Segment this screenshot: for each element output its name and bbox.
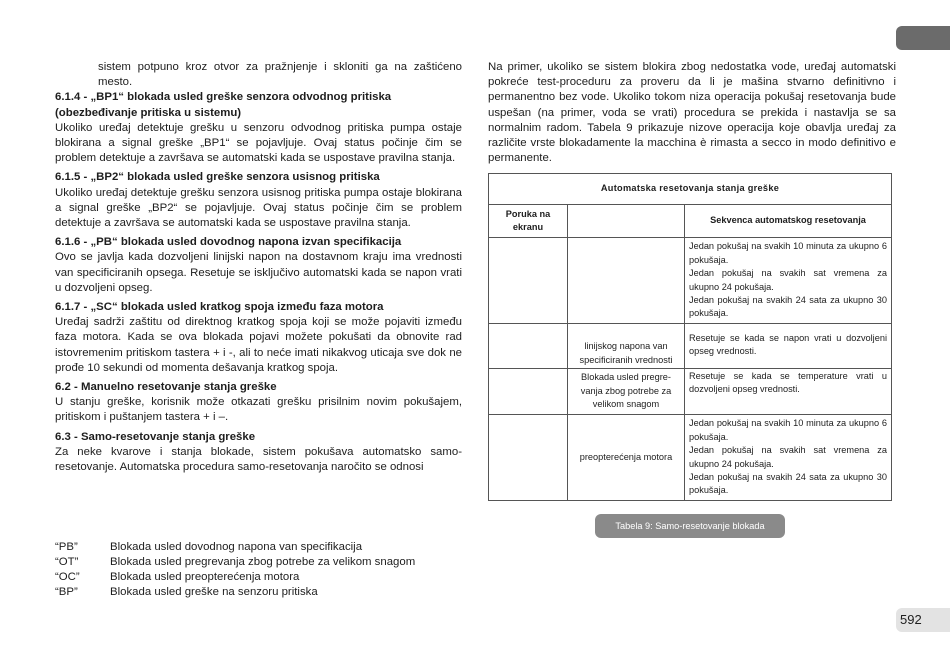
table-cell-description: Blokada usled pregre-vanja zbog potrebe za velikom snagom <box>568 369 685 415</box>
table-cell-sequence <box>685 415 892 501</box>
sequence-line: Jedan pokušaj na svakih 10 minuta za ukupno 6 pokušaja. <box>689 418 887 442</box>
abbreviation-desc: Blokada usled pregrevanja zbog potrebe za velikom snagom <box>110 556 416 568</box>
section-body-6-2: U stanju greške, korisnik može otkazati grešku prisilnim novim pokušajem, pritiskom i puštanjem tastera + i –. <box>55 396 462 424</box>
intro-text: sistem potpuno kroz otvor za pražnjenje i skloniti ga na zaštićeno mesto. <box>98 61 462 89</box>
sequence-line: Resetuje se kada se temperature vrati u dozvoljeni opseg vrednosti. <box>689 371 887 395</box>
abbreviation-list <box>55 540 415 600</box>
sequence-line: Jedan pokušaj na svakih 24 sata za ukupno 30 pokušaja. <box>689 471 887 496</box>
section-body-6-1-4: Ukoliko uređaj detektuje grešku u senzoru odvodnog pritiska pumpa ostaje blokirana a signal greške „BP1“ se pojavljuje. Ovaj status počinje čim se problem detektuje a završava se automatski kada se uspostave pravilna stanja. <box>55 121 462 165</box>
abbreviation-code: “OT” <box>55 556 79 568</box>
section-title-6-1-4: 6.1.4 - „BP1“ blokada usled greške senzora odvodnog pritiska (obezbeđivanje pritiska u sistemu) <box>55 91 392 119</box>
table-cell-description: preopterećenja motora <box>568 415 685 501</box>
table-row <box>489 369 892 415</box>
sequence-line: Jedan pokušaj na svakih sat vremena za ukupno 24 pokušaja. <box>689 268 887 292</box>
table-cell-message <box>489 415 568 501</box>
right-column <box>488 60 896 166</box>
table-cell-message <box>489 238 568 324</box>
sequence-line: Jedan pokušaj na svakih 10 minuta za ukupno 6 pokušaja. <box>689 241 887 265</box>
table-header-message: Poruka na ekranu <box>489 205 568 238</box>
sequence-line: Resetuje se kada se napon vrati u dozvoljeni opseg vrednosti. <box>689 333 887 357</box>
section-title-6-1-6: 6.1.6 - „PB“ blokada usled dovodnog napona izvan specifikacija <box>55 236 402 249</box>
table-row <box>489 324 892 369</box>
table-header-sequence: Sekvenca automatskog resetovanja <box>685 205 892 238</box>
left-column <box>55 60 462 475</box>
right-paragraph: Na primer, ukoliko se sistem blokira zbog nedostatka vode, uređaj automatski pokreće test-proceduru za proveru da li je mašina stvarno definitivno i permanentno bez vode. Ukoliko tokom niza operacija pokušaj resetovanja bude uspešan (na primer, voda se vrati) procedura se prekida i nastavlja se sa normalnim radom. Tabela 9 prikazuje nizove operacija koje obavlja uređaj za različite vrste blokadamente la macchina è rimasta a secco in modo definitivo e permanente. <box>488 61 896 165</box>
section-body-6-1-7: Uređaj sadrži zaštitu od direktnog kratkog spoja koji se može pojaviti između faza motora. Kada se ova blokada pojavi možete pokušati da obnovite rad istovremenim pritiskom tastera + i -, ali to neće imati nikakvog uticaja sve dok ne prođe 10 sekundi od momenta dešavanja kratkog spoja. <box>55 316 462 374</box>
table-row <box>489 238 892 324</box>
section-title-6-3: 6.3 - Samo-resetovanje stanja greške <box>55 430 256 443</box>
page-number: 592 <box>896 608 950 632</box>
section-body-6-1-6: Ovo se javlja kada dozvoljeni linijski napon na dostavnom kraju ima vrednosti van specificiranih opsega. Resetuje se isključivo automatski kada se napon vrati u dozvoljeni opseg. <box>55 251 462 294</box>
abbreviation-code: “BP” <box>55 586 78 598</box>
table-cell-description: linijskog napona van specificiranih vrednosti <box>568 324 685 369</box>
table-cell-description <box>568 238 685 324</box>
section-body-6-3: Za neke kvarove i stanja blokade, sistem pokušava automatsko samo-resetovanje. Automatska procedura samo-resetovanja naročito se odnosi <box>55 445 462 474</box>
abbreviation-item <box>55 540 415 555</box>
table-header-description <box>568 205 685 238</box>
section-title-6-1-5: 6.1.5 - „BP2“ blokada usled greške senzora usisnog pritiska <box>55 171 380 184</box>
table-caption: Tabela 9: Samo-resetovanje blokada <box>595 514 785 538</box>
section-title-6-2: 6.2 - Manuelno resetovanje stanja greške <box>55 381 277 394</box>
auto-reset-table <box>488 173 892 501</box>
sequence-line: Jedan pokušaj na svakih 24 sata za ukupno 30 pokušaja. <box>689 294 887 319</box>
abbreviation-desc: Blokada usled greške na senzoru pritiska <box>110 586 318 598</box>
table-cell-sequence <box>685 369 892 415</box>
table-cell-message <box>489 369 568 415</box>
table-cell-sequence <box>685 324 892 369</box>
table-cell-message <box>489 324 568 369</box>
abbreviation-desc: Blokada usled preopterećenja motora <box>110 571 300 583</box>
abbreviation-code: “PB” <box>55 541 78 553</box>
sequence-line: Jedan pokušaj na svakih sat vremena za ukupno 24 pokušaja. <box>689 445 887 469</box>
table-cell-sequence <box>685 238 892 324</box>
table-title: Automatska resetovanja stanja greške <box>489 174 892 205</box>
abbreviation-code: “OC” <box>55 571 80 583</box>
section-title-6-1-7: 6.1.7 - „SC“ blokada usled kratkog spoja između faza motora <box>55 301 384 314</box>
table-row <box>489 415 892 501</box>
abbreviation-item <box>55 570 415 585</box>
abbreviation-item <box>55 555 415 570</box>
abbreviation-desc: Blokada usled dovodnog napona van specifikacija <box>110 541 363 553</box>
abbreviation-item <box>55 585 415 600</box>
section-body-6-1-5: Ukoliko uređaj detektuje grešku senzora usisnog pritiska pumpa ostaje blokirana a signal greške „BP2“ se pojavljuje. Ovaj status počinje čim se problem detektuje a završava se automatski kada se uspostave pravilna stanja. <box>55 186 462 230</box>
chapter-tab <box>896 26 950 50</box>
